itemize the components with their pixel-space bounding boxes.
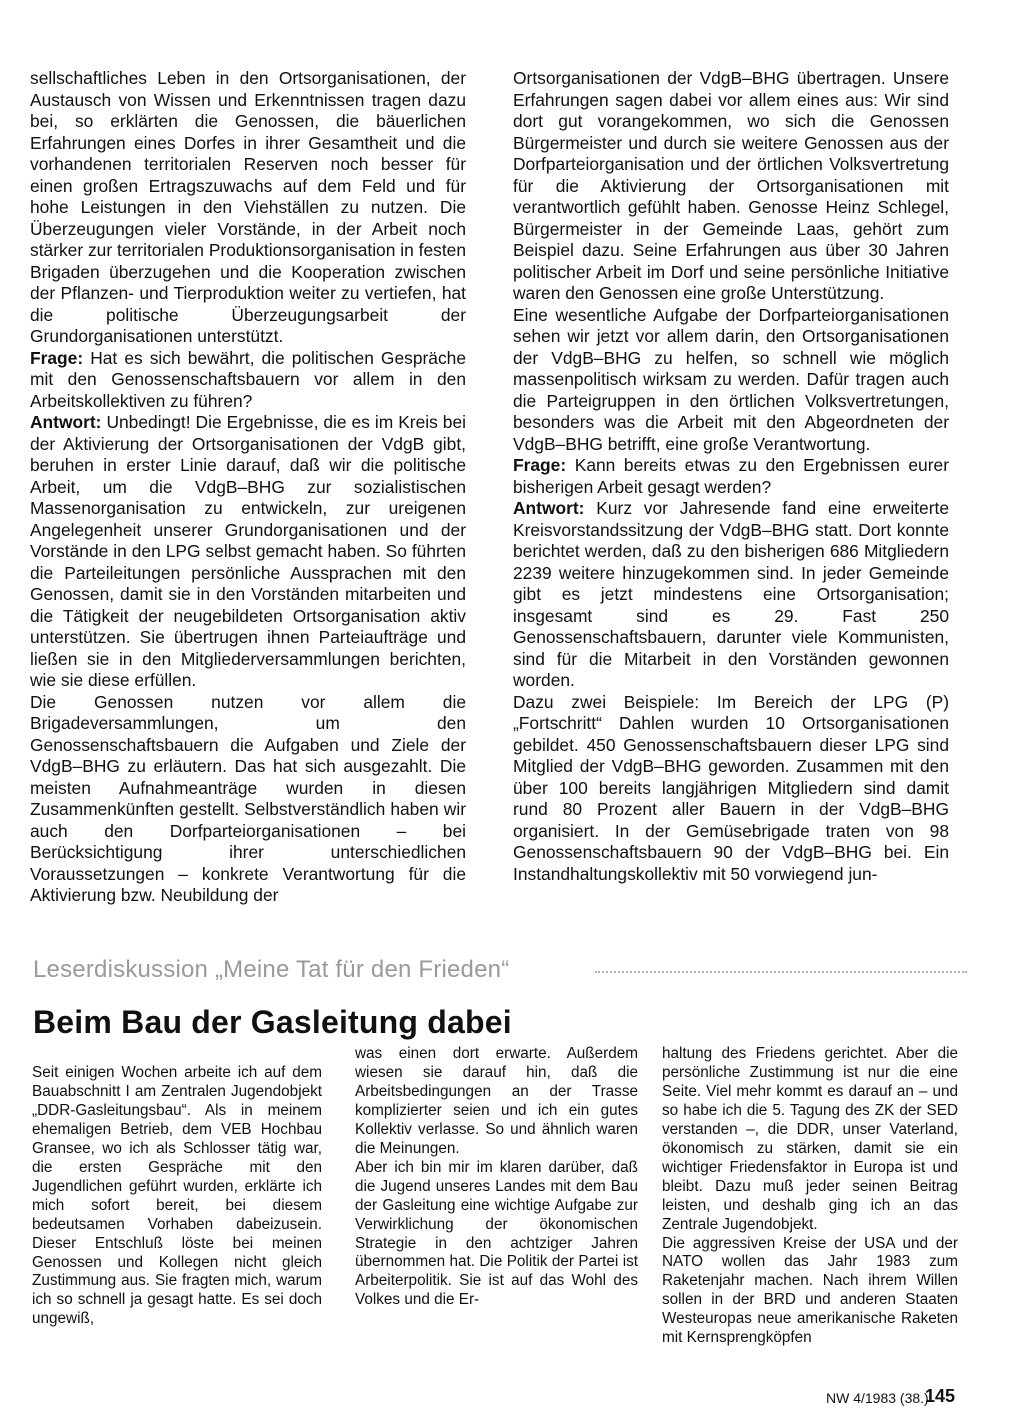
paragraph: Aber ich bin mir im klaren darüber, daß die Jugend unseres Landes mit dem Bau der Gasleitung eine wichtige Aufgabe zur Verwirklichung der ökonomischen Strategie in den achtziger Jahren übernommen hat. Die Politik der Partei ist Arbeiterpolitik. Sie ist auf das Wohl des Volkes und die Er- — [355, 1158, 638, 1309]
paragraph: was einen dort erwarte. Außerdem wiesen sie darauf hin, daß die Arbeitsbedingungen an der Trasse komplizierter seien und ich ein gutes Kollektiv verlasse. So und ähnlich waren die Meinungen. — [355, 1045, 638, 1157]
section-tag: Leserdiskussion „Meine Tat für den Frieden“ — [33, 956, 510, 983]
issue-reference: NW 4/1983 (38.) — [826, 1390, 929, 1406]
question-label: Frage: — [30, 347, 84, 368]
paragraph: Dazu zwei Beispiele: Im Bereich der LPG (P) „Fortschritt“ Dahlen wurden 10 Ortsorganisationen gebildet. 450 Genossenschaftsbauern dieser LPG sind Mitglied der VdgB–BHG geworden. Zusammen mit den über 100 bereits langjährigen Mitgliedern sind damit rund 80 Prozent aller Bauern in der VdgB–BHG organisiert. In der Gemüsebrigade traten von 98 Genossenschaftsbauern 90 der VdgB–BHG bei. Ein Instandhaltungskollektiv mit 50 vorwiegend jun- — [513, 691, 949, 884]
paragraph: Ortsorganisationen der VdgB–BHG übertragen. Unsere Erfahrungen sagen dabei vor allem eines aus: Wir sind dort gut vorangekommen, wo sich die Genossen Bürgermeister und durch sie weitere Genossen aus der Dorfparteiorganisation und der örtlichen Volksvertretung für die Aktivierung der Ortsorganisationen mit verantwortlich gefühlt haben. Genosse Heinz Schlegel, Bürgermeister in der Gemeinde Laas, gehört zum Beispiel dazu. Seine Erfahrungen aus über 30 Jahren politischer Arbeit im Dorf und seine persönliche Initiative waren den Genossen eine große Unterstützung. — [513, 68, 949, 303]
right-text-column — [513, 68, 949, 885]
left-text-column — [30, 68, 466, 907]
question-paragraph: Frage: Kann bereits etwas zu den Ergebnissen eurer bisherigen Arbeit gesagt werden? — [513, 455, 949, 497]
paragraph: Eine wesentliche Aufgabe der Dorfparteiorganisationen sehen wir jetzt vor allem darin, den Ortsorganisationen der VdgB–BHG zu helfen, so schnell wie möglich massenpolitisch wirksam zu werden. Dafür tragen auch die Parteigruppen in den örtlichen Volksvertretungen, besonders was die Arbeit mit den Abgeordneten der VdgB–BHG betrifft, eine große Verantwortung. — [513, 304, 949, 454]
article-column-1 — [32, 1064, 322, 1329]
paragraph: sellschaftliches Leben in den Ortsorganisationen, der Austausch von Wissen und Erkenntnissen tragen dazu bei, so erklärten die Genossen, die bäuerlichen Erfahrungen eines Dorfes in ihrer Gesamtheit und die vorhandenen territorialen Reserven noch besser für einen großen Ertragszuwachs auf dem Feld und für hohe Leistungen in den Viehställen zu nutzen. Die Überzeugungen vieler Vorstände, in der Arbeit noch stärker zur territorialen Produktionsorganisation in festen Brigaden überzugehen und die Kooperation zwischen der Pflanzen- und Tierproduktion weiter zu vertiefen, hat die politische Überzeugungsarbeit der Grundorganisationen unterstützt. — [30, 68, 466, 346]
paragraph: haltung des Friedens gerichtet. Aber die persönliche Zustimmung ist nur die eine Seite. Viel mehr kommt es darauf an – und so habe ich die 5. Tagung des ZK der SED verstanden –, die DDR, unser Vaterland, ökonomisch zu stärken, damit sie ein wichtiger Friedensfaktor in Europa ist und bleibt. Dazu muß jeder seinen Beitrag leisten, und deshalb ging ich an das Zentrale Jugendobjekt. — [662, 1045, 958, 1233]
answer-paragraph: Antwort: Kurz vor Jahresende fand eine erweiterte Kreisvorstandssitzung der VdgB–BHG statt. Dort konnte berichtet werden, daß zu den bisherigen 686 Mitgliedern 2239 weitere hinzugekommen sind. In jeder Gemeinde gibt es jetzt mindestens eine Ortsorganisation; insgesamt sind es 29. Fast 250 Genossenschaftsbauern, darunter viele Kommunisten, sind für die Mitarbeit in den Vorständen gewonnen worden. — [513, 498, 949, 690]
question-paragraph: Frage: Hat es sich bewährt, die politischen Gespräche mit den Genossenschaftsbauern vor allem in den Arbeitskollektiven zu führen? — [30, 347, 466, 411]
paragraph: Die Genossen nutzen vor allem die Brigadeversammlungen, um den Genossenschaftsbauern die Aufgaben und Ziele der VdgB–BHG zu erläutern. Das hat sich ausgezahlt. Die meisten Aufnahmeanträge wurden in diesen Zusammenkünften gestellt. Selbstverständlich haben wir auch den Dorfparteiorganisationen – bei Berücksichtigung ihrer unterschiedlichen Voraussetzungen – konkrete Verantwortung für die Aktivierung bzw. Neubildung der — [30, 691, 466, 905]
answer-label: Antwort: — [30, 412, 102, 432]
article-column-3 — [662, 1045, 958, 1348]
question-label: Frage: — [513, 455, 567, 475]
article-column-2 — [355, 1045, 638, 1310]
dotted-rule — [595, 971, 967, 973]
paragraph: Die aggressiven Kreise der USA und der NATO wollen das Jahr 1983 zum Raketenjahr machen. Nach ihrem Willen sollen in der BRD und anderen Staaten Westeuropas neue amerikanische Raketen mit Kernsprengköpfen — [662, 1234, 958, 1347]
paragraph: Seit einigen Wochen arbeite ich auf dem Bauabschnitt I am Zentralen Jugendobjekt „DDR-Gasleitungsbau“. Als in meinem ehemaligen Betrieb, dem VEB Hochbau Gransee, wo ich als Schlosser tätig war, die ersten Gespräche mit den Jugendlichen geführt wurden, erklärte ich mich sofort bereit, bei diesem bedeutsamen Vorhaben dabeizusein. Dieser Entschluß löste bei meinen Genossen und Kollegen nicht gleich Zustimmung aus. Sie fragten mich, warum ich so schnell ja gesagt hatte. Es sei doch ungewiß, — [32, 1064, 322, 1328]
article-title: Beim Bau der Gasleitung dabei — [33, 1004, 512, 1040]
answer-label: Antwort: — [513, 498, 585, 518]
page-number: 145 — [925, 1386, 956, 1406]
answer-paragraph: Antwort: Unbedingt! Die Ergebnisse, die es im Kreis bei der Aktivierung der Ortsorganisationen der VdgB gibt, beruhen in erster Linie darauf, daß wir die politische Arbeit, um die VdgB–BHG zur sozialistischen Massenorganisation zu entwickeln, zur ureigenen Angelegenheit unserer Grundorganisationen und der Vorstände in den LPG selbst gemacht haben. So führten die Parteileitungen persönliche Aussprachen mit den Genossen, damit sie in den Vorständen mitarbeiten und die Tätigkeit der neugebildeten Ortsorganisation aktiv unterstützen. Sie übertrugen ihnen Parteiaufträge und ließen sie in den Mitgliederversammlungen berichten, wie sie diese erfüllen. — [30, 412, 466, 690]
